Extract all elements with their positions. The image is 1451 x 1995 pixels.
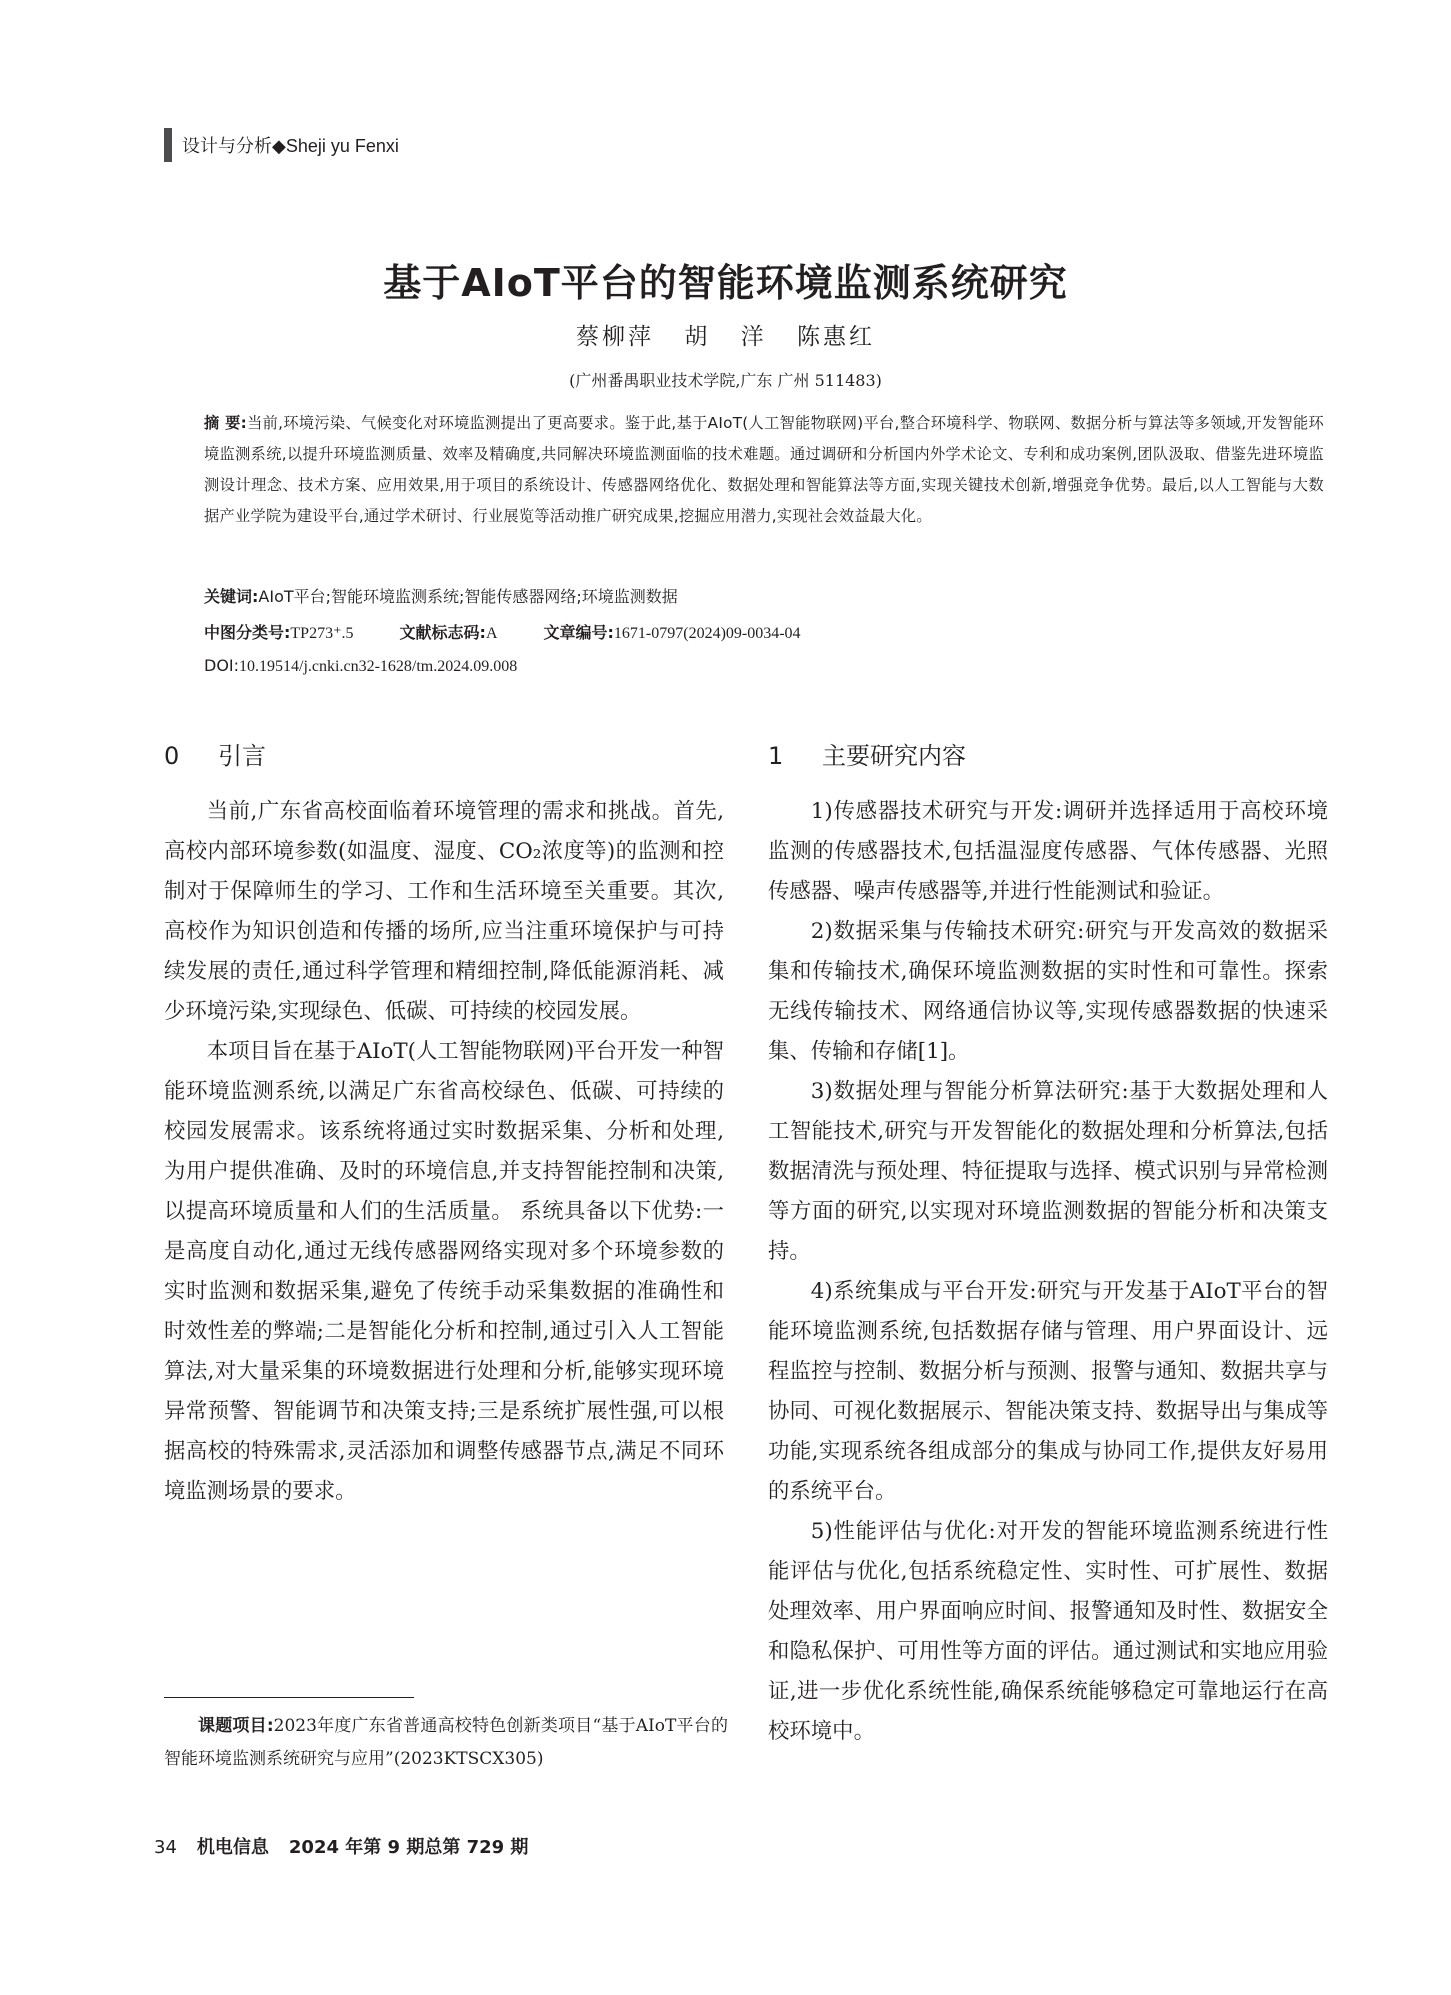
section-0-number: 0 — [164, 742, 180, 770]
abstract-label: 摘 要: — [204, 414, 248, 432]
article-number-value: 1671-0797(2024)09-0034-04 — [613, 625, 801, 642]
doi-label: DOI: — [204, 656, 240, 675]
section-1-heading — [768, 736, 1328, 770]
paper-title: 基于AIoT平台的智能环境监测系统研究 — [383, 261, 1068, 305]
diamond-icon: ◆ — [272, 136, 286, 157]
left-column — [164, 736, 724, 1512]
intro-paragraph: 本项目旨在基于AIoT(人工智能物联网)平台开发一种智能环境监测系统,以满足广东省高校绿色、低碳、可持续的校园发展需求。该系统将通过实时数据采集、分析和处理,为用户提供准确、及时的环境信息,并支持智能控制和决策,以提高环境质量和人们的生活质量。 系统具备以下优势:一是高度自动化,通过无线传感器网络实现对多个环境参数的实时监测和数据采集,避免了传统手动采集数据的准确性和时效性差的弊端;二是智能化分析和控制,通过引入人工智能算法,对大量采集的环境数据进行处理和分析,能够实现环境异常预警、智能调节和决策支持;三是系统扩展性强,可以根据高校的特殊需求,灵活添加和调整传感器节点,满足不同环境监测场景的要求。 — [164, 1039, 724, 1504]
right-column — [768, 736, 1328, 1752]
abstract-text: 当前,环境污染、气候变化对环境监测提出了更高要求。鉴于此,基于AIoT(人工智能物联网)平台,整合环境科学、物联网、数据分析与算法等多领域,开发智能环境监测系统,以提升环境监测质量、效率及精确度,共同解决环境监测面临的技术难题。通过调研和分析国内外学术论文、专利和成功案例,团队汲取、借鉴先进环境监测设计理念、技术方案、应用效果,用于项目的系统设计、传感器网络优化、数据处理和智能算法等方面,实现关键技术创新,增强竞争优势。最后,以人工智能与大数据产业学院为建设平台,通过学术研讨、行业展览等活动推广研究成果,挖掘应用潜力,实现社会效益最大化。 — [204, 414, 1325, 525]
section-0-heading — [164, 736, 724, 770]
research-item-paragraph: 5)性能评估与优化:对开发的智能环境监测系统进行性能评估与优化,包括系统稳定性、实时性、可扩展性、数据处理效率、用户界面响应时间、报警通知及时性、数据安全和隐私保护、可用性等方面的评估。通过测试和实地应用验证,进一步优化系统性能,确保系统能够稳定可靠地运行在高校环境中。 — [768, 1519, 1328, 1744]
footnote-label: 课题项目: — [198, 1716, 274, 1736]
doc-code-label: 文献标志码: — [399, 623, 486, 642]
header-section-label — [182, 132, 399, 158]
header-section-cn: 设计与分析 — [182, 136, 272, 157]
section-1-title: 主要研究内容 — [822, 742, 966, 770]
doc-code-value: A — [485, 625, 498, 642]
article-number-label: 文章编号: — [543, 623, 614, 642]
abstract — [204, 408, 1324, 532]
page-number: 34 — [154, 1837, 177, 1858]
affiliation: (广州番禺职业技术学院,广东 广州 511483) — [569, 371, 882, 390]
keywords-label: 关键词: — [204, 587, 259, 606]
footnote — [164, 1710, 728, 1776]
issue-info: 2024 年第 9 期总第 729 期 — [288, 1837, 529, 1858]
footnote-rule — [164, 1697, 414, 1698]
doi-value: 10.19514/j.cnki.cn32-1628/tm.2024.09.008 — [239, 658, 518, 675]
keywords-text: AIoT平台;智能环境监测系统;智能传感器网络;环境监测数据 — [258, 587, 678, 606]
journal-name: 机电信息 — [196, 1837, 269, 1858]
footnote-text: 2023年度广东省普通高校特色创新类项目“基于AIoT平台的智能环境监测系统研究与应用”(2023KTSCX305) — [164, 1716, 728, 1769]
section-1-number: 1 — [768, 742, 784, 770]
running-header — [164, 128, 399, 162]
doi-line — [204, 656, 517, 676]
clc-label: 中图分类号: — [204, 623, 291, 642]
authors: 蔡柳萍 胡 洋 陈惠红 — [576, 324, 875, 350]
research-item-paragraph: 4)系统集成与平台开发:研究与开发基于AIoT平台的智能环境监测系统,包括数据存储与管理、用户界面设计、远程监控与控制、数据分析与预测、报警与通知、数据共享与协同、可视化数据展示、智能决策支持、数据导出与集成等功能,实现系统各组成部分的集成与协同工作,提供友好易用的系统平台。 — [768, 1279, 1328, 1504]
research-item-paragraph: 2)数据采集与传输技术研究:研究与开发高效的数据采集和传输技术,确保环境监测数据的实时性和可靠性。探索无线传输技术、网络通信协议等,实现传感器数据的快速采集、传输和存储[1]。 — [768, 919, 1328, 1064]
intro-paragraph: 当前,广东省高校面临着环境管理的需求和挑战。首先,高校内部环境参数(如温度、湿度、CO₂浓度等)的监测和控制对于保障师生的学习、工作和生活环境至关重要。其次,高校作为知识创造和传播的场所,应当注重环境保护与可持续发展的责任,通过科学管理和精细控制,降低能源消耗、减少环境污染,实现绿色、低碳、可持续的校园发展。 — [164, 799, 724, 1024]
clc-value: TP273⁺.5 — [290, 625, 354, 642]
keywords — [204, 584, 678, 607]
header-bar-mark — [164, 128, 172, 162]
research-item-paragraph: 1)传感器技术研究与开发:调研并选择适用于高校环境监测的传感器技术,包括温湿度传感器、气体传感器、光照传感器、噪声传感器等,并进行性能测试和验证。 — [768, 799, 1328, 904]
header-section-en: Sheji yu Fenxi — [285, 136, 399, 156]
classification-line — [204, 620, 801, 643]
research-item-paragraph: 3)数据处理与智能分析算法研究:基于大数据处理和人工智能技术,研究与开发智能化的数据处理和分析算法,包括数据清洗与预处理、特征提取与选择、模式识别与异常检测等方面的研究,以实现对环境监测数据的智能分析和决策支持。 — [768, 1079, 1328, 1264]
section-0-title: 引言 — [218, 742, 266, 770]
page-footer — [154, 1833, 528, 1859]
